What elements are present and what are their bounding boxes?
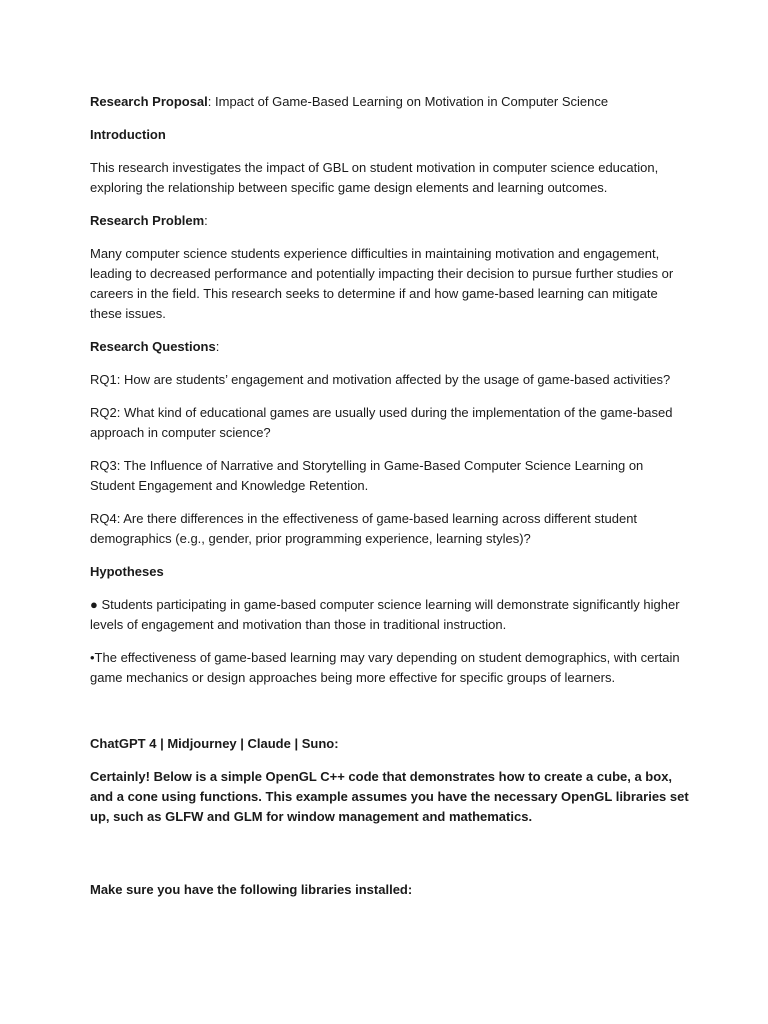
hypothesis-item: ● Students participating in game-based computer science learning will demonstrate significantly higher levels of engagement and motivation than those in traditional instruction. (90, 597, 680, 632)
research-question-item: RQ4: Are there differences in the effectiveness of game-based learning across different student demographics (e.g., gender, prior programming experience, learning styles)? (90, 511, 638, 546)
title-text: : Impact of Game-Based Learning on Motivation in Computer Science (207, 94, 609, 109)
research-questions-colon: : (215, 339, 220, 354)
document-page (90, 92, 690, 913)
section-spacer (90, 840, 690, 880)
research-question-item: RQ3: The Influence of Narrative and Storytelling in Game-Based Computer Science Learning on Student Engagement and Knowledge Retention. (90, 458, 644, 493)
title-label: Research Proposal (90, 94, 208, 109)
introduction-heading: Introduction (90, 127, 166, 142)
research-questions-heading (90, 337, 690, 357)
introduction-paragraph: This research investigates the impact of GBL on student motivation in computer science education, exploring the relationship between specific game design elements and learning outcomes. (90, 160, 659, 195)
hypotheses-heading: Hypotheses (90, 564, 164, 579)
research-question-item: RQ2: What kind of educational games are usually used during the implementation of the game-based approach in computer science? (90, 405, 673, 440)
research-questions-label: Research Questions (90, 339, 216, 354)
hypothesis-item: •The effectiveness of game-based learning may vary depending on student demographics, with certain game mechanics or design approaches being more effective for specific groups of learners. (90, 650, 680, 685)
section-spacer (90, 701, 690, 734)
document-title (90, 92, 690, 112)
research-question-item: RQ1: How are students’ engagement and motivation affected by the usage of game-based activities? (90, 372, 671, 387)
chat-reply-paragraph: Certainly! Below is a simple OpenGL C++ code that demonstrates how to create a cube, a box, and a cone using functions. This example assumes you have the necessary OpenGL libraries set up, such as GLFW and GLM for window management and mathematics. (90, 769, 689, 824)
libraries-note: Make sure you have the following libraries installed: (90, 882, 413, 897)
research-problem-heading (90, 211, 690, 231)
research-problem-label: Research Problem (90, 213, 205, 228)
research-problem-paragraph: Many computer science students experience difficulties in maintaining motivation and engagement, leading to decreased performance and potentially impacting their decision to pursue further studies or careers in the field. This research seeks to determine if and how game-based learning can mitigate these issues. (90, 246, 674, 321)
chat-tools-header: ChatGPT 4 | Midjourney | Claude | Suno: (90, 736, 339, 751)
research-problem-colon: : (204, 213, 208, 228)
